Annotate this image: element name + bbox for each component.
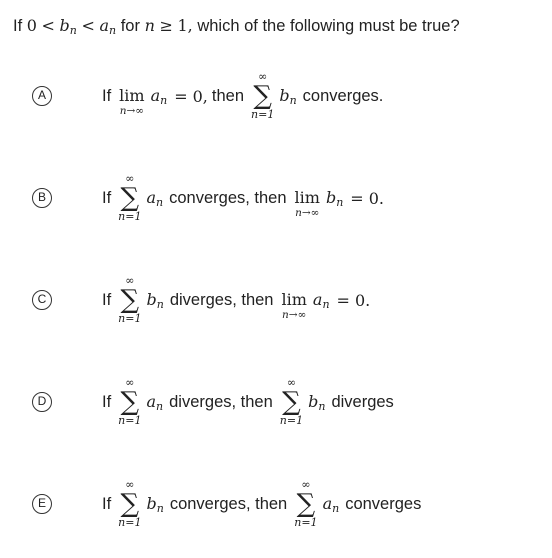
option-c-a-sub: n bbox=[322, 297, 330, 311]
option-e-a-sub: n bbox=[332, 501, 340, 515]
option-c-b: b bbox=[146, 289, 157, 309]
option-a-limit bbox=[119, 76, 144, 117]
option-a-zero: 0, bbox=[192, 86, 208, 106]
question-geq: ≥ bbox=[159, 16, 173, 35]
option-c[interactable] bbox=[32, 270, 532, 330]
option-c-zero: 0. bbox=[354, 290, 371, 310]
option-b-mid: converges, then bbox=[169, 188, 287, 207]
option-d-sum1-top: ∞ bbox=[125, 376, 135, 389]
question-b: b bbox=[59, 16, 70, 35]
option-b-b-sub: n bbox=[336, 195, 344, 209]
question-prefix: If bbox=[13, 17, 23, 35]
option-e-b: b bbox=[146, 493, 157, 513]
option-d-b: b bbox=[308, 391, 319, 411]
option-c-sum-bot: n=1 bbox=[118, 312, 142, 325]
option-a-content bbox=[98, 66, 387, 126]
option-c-lim-word: lim bbox=[281, 289, 307, 309]
option-a-b-sub: n bbox=[289, 93, 297, 107]
option-e-sum1-sigma: ∑ bbox=[120, 489, 140, 519]
option-d-sum2-sigma: ∑ bbox=[282, 387, 301, 417]
option-d-if: If bbox=[102, 392, 112, 411]
option-a-eq: = bbox=[174, 86, 188, 106]
option-c-limit bbox=[281, 280, 306, 321]
option-a-sum-top: ∞ bbox=[258, 70, 268, 83]
question-zero: 0 bbox=[26, 16, 37, 35]
option-a-badge[interactable]: A bbox=[32, 86, 52, 106]
option-a-sum bbox=[251, 71, 274, 121]
option-e-sum2-sigma: ∑ bbox=[296, 489, 316, 519]
option-a-lim-under: n→∞ bbox=[119, 104, 145, 117]
option-b-eq: = bbox=[350, 188, 364, 208]
question-a: a bbox=[99, 16, 110, 35]
option-b-b: b bbox=[325, 187, 337, 207]
option-d-a: a bbox=[146, 391, 157, 411]
option-c-eq: = bbox=[336, 290, 350, 310]
option-a-tail: converges. bbox=[302, 86, 384, 105]
question-less-than-2: < bbox=[81, 16, 95, 35]
option-d-sum-1 bbox=[118, 377, 141, 427]
option-e-sum-1 bbox=[118, 479, 141, 529]
option-b-sum bbox=[118, 173, 141, 223]
option-c-content bbox=[98, 270, 370, 330]
option-a-lim-word: lim bbox=[119, 85, 145, 105]
question-a-sub: n bbox=[109, 24, 117, 37]
option-d-a-sub: n bbox=[156, 399, 164, 413]
option-d-b-sub: n bbox=[318, 399, 326, 413]
option-d-mid: diverges, then bbox=[169, 392, 273, 411]
option-a-if: If bbox=[102, 86, 112, 105]
option-d-tail: diverges bbox=[331, 392, 394, 411]
option-c-a: a bbox=[312, 289, 323, 309]
option-b-if: If bbox=[102, 188, 112, 207]
option-d-content bbox=[98, 372, 398, 432]
option-c-if: If bbox=[102, 290, 112, 309]
question-stem bbox=[13, 16, 460, 37]
option-d-sum-2 bbox=[280, 377, 303, 427]
option-b[interactable] bbox=[32, 168, 532, 228]
question-suffix: which of the following must be true? bbox=[197, 17, 460, 35]
option-a-b: b bbox=[279, 85, 290, 105]
option-b-a: a bbox=[146, 187, 157, 207]
option-b-lim-under: n→∞ bbox=[295, 206, 320, 219]
option-b-sum-top: ∞ bbox=[125, 172, 135, 185]
option-d-badge[interactable]: D bbox=[32, 392, 52, 412]
question-b-sub: n bbox=[69, 24, 77, 37]
option-a-sum-bot: n=1 bbox=[251, 108, 275, 121]
option-d-sum2-bot: n=1 bbox=[279, 414, 304, 427]
option-b-zero: 0. bbox=[368, 188, 384, 208]
question-n: n bbox=[144, 16, 155, 35]
option-e-sum1-bot: n=1 bbox=[118, 516, 142, 529]
option-e-sum1-top: ∞ bbox=[125, 478, 135, 491]
option-e[interactable] bbox=[32, 474, 532, 534]
option-e-sum2-bot: n=1 bbox=[294, 516, 318, 529]
option-b-a-sub: n bbox=[156, 195, 164, 209]
option-d-sum2-top: ∞ bbox=[286, 376, 297, 389]
option-b-content bbox=[98, 168, 384, 228]
option-e-if: If bbox=[102, 494, 112, 513]
option-b-sum-bot: n=1 bbox=[118, 210, 142, 223]
option-b-lim-word: lim bbox=[294, 187, 320, 207]
option-d-sum1-sigma: ∑ bbox=[120, 387, 140, 417]
option-b-sum-sigma: ∑ bbox=[120, 183, 140, 213]
option-c-b-sub: n bbox=[156, 297, 164, 311]
option-c-sum-sigma: ∑ bbox=[120, 285, 140, 315]
option-b-badge[interactable]: B bbox=[32, 188, 52, 208]
option-e-sum2-top: ∞ bbox=[301, 478, 311, 491]
option-a-then: then bbox=[211, 86, 245, 105]
option-a-a-sub: n bbox=[160, 93, 168, 107]
option-a[interactable] bbox=[32, 66, 532, 126]
option-e-a: a bbox=[322, 493, 333, 513]
option-d[interactable] bbox=[32, 372, 532, 432]
option-b-limit bbox=[295, 178, 320, 219]
option-a-sum-sigma: ∑ bbox=[253, 81, 272, 111]
option-c-mid: diverges, then bbox=[169, 290, 274, 309]
option-e-mid: converges, then bbox=[169, 494, 288, 513]
option-c-lim-under: n→∞ bbox=[282, 308, 307, 321]
option-e-sum-2 bbox=[294, 479, 317, 529]
option-c-badge[interactable]: C bbox=[32, 290, 52, 310]
question-less-than: < bbox=[41, 16, 55, 35]
option-e-content bbox=[98, 474, 425, 534]
option-c-sum bbox=[118, 275, 141, 325]
option-d-sum1-bot: n=1 bbox=[118, 414, 142, 427]
option-e-b-sub: n bbox=[156, 501, 164, 515]
option-e-badge[interactable]: E bbox=[32, 494, 52, 514]
option-e-tail: converges bbox=[345, 494, 422, 513]
option-a-a: a bbox=[150, 85, 161, 105]
question-one: 1, bbox=[177, 16, 193, 35]
option-c-sum-top: ∞ bbox=[125, 274, 135, 287]
question-for: for bbox=[120, 17, 140, 35]
